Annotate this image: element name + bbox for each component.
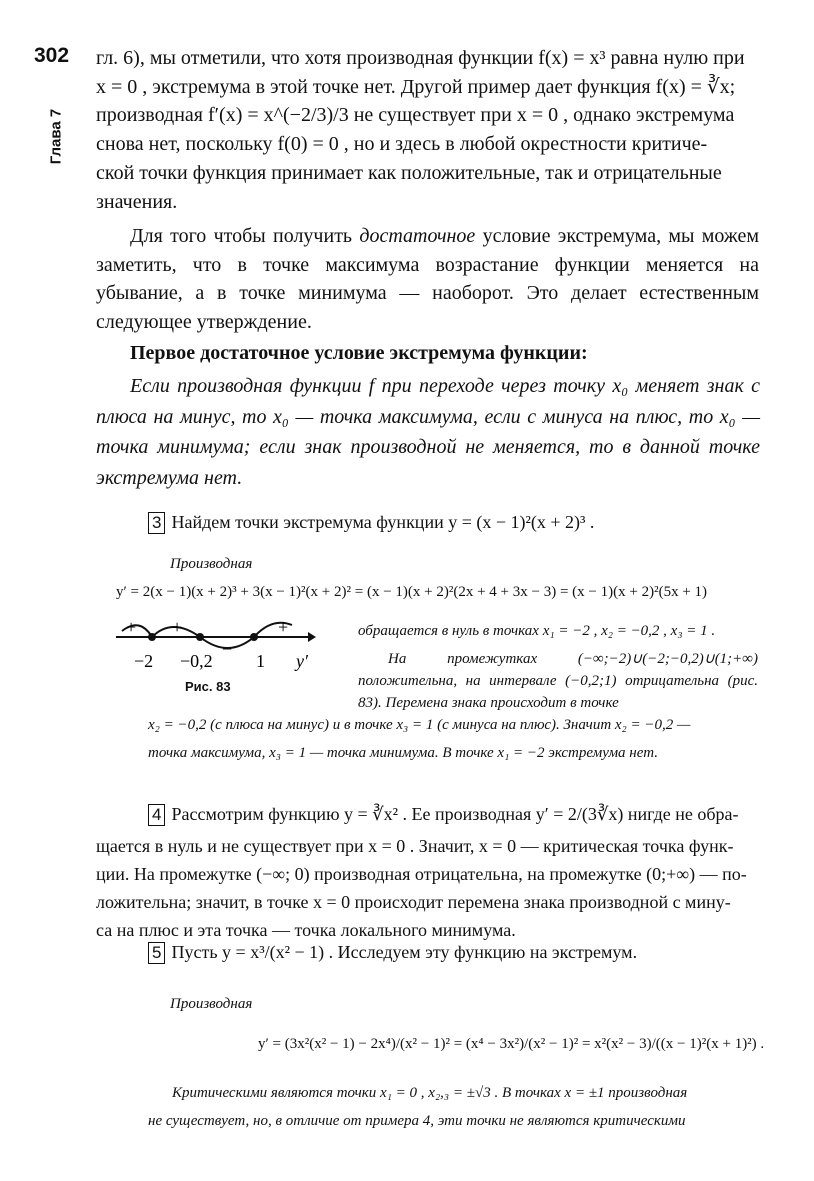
para2-emph: достаточное [359,225,476,247]
derivative-label: Производная [170,556,253,572]
example-5-note: не существует, но, в отличие от примера 4, эти точки не являются критическими [148,1113,686,1129]
example-4-line: Рассмотрим функцию y = ∛x² . Ее производная y′ = 2/(3∛x) нигде не обра- [171,804,739,824]
para2-after: условие экстремума, мы можем заметить, что в точке максимума возрастание функции меняется на убывание, а в точке минимума — наоборот. Это делает естественным следующее утверждение. [96,225,759,334]
intro-line: x = 0 , экстремума в этой точке нет. Другой пример дает функция f(x) = ∛x; [96,75,736,98]
intro-line: значения. [96,190,178,213]
tick-label: −2 [134,651,154,671]
sign-chart-figure [112,615,352,675]
example-3-text: Найдем точки экстремума функции y = (x − 1)²(x + 2)³ . [171,512,595,532]
intro-paragraph [96,44,759,216]
intro-line: гл. 6), мы отметили, что хотя производная функции f(x) = x³ равна нулю при [96,47,745,69]
derivative-formula: y′ = 2(x − 1)(x + 2)³ + 3(x − 1)²(x + 2)² = (x − 1)(x + 2)²(2x + 4 + 3x − 3) = (x − 1)(x + 2)²(5x + 1) [116,584,708,600]
theorem-title: Первое достаточное условие экстремума функции: [130,342,588,364]
example-5-critical: Критическими являются точки x₁ = 0 , x₂,₃ = ±√3 . В точках x = ±1 производная [172,1085,688,1101]
example-5-text-before: Пусть [171,942,218,962]
intro-line: ской точки функция принимает как положительные, так и отрицательные [96,161,722,184]
example-4 [148,800,760,828]
example-number: 3 [148,512,165,534]
example-5-header [148,942,637,964]
example-3-conclusion: x₂ = −0,2 (с плюса на минус) и в точке x₃ = 1 (с минуса на плюс). Значит x₂ = −0,2 — [148,717,691,733]
page-number: 302 [34,44,70,67]
axis-label: y′ [296,651,308,671]
sign-curve [122,623,292,648]
example-4-line: щается в нуль и не существует при x = 0 . Значит, x = 0 — критическая точка функ- [96,836,734,856]
chapter-label-text: Глава 7 [47,108,65,165]
example-4-body [96,832,760,944]
example-number: 5 [148,942,165,964]
example-3-conclusion-2: точка максимума, x₃ = 1 — точка минимума. В точке x₁ = −2 экстремума нет. [148,745,658,761]
sign-2: + [172,617,183,637]
sign-1: + [126,617,137,637]
para2-before: Для того чтобы получить [130,225,360,247]
example-number: 4 [148,804,165,826]
axis-arrow [308,632,316,642]
point-minus-2 [148,633,156,641]
tick-label: 1 [256,651,265,671]
example-3-zeros: обращается в нуль в точках x₁ = −2 , x₂ = −0,2 , x₃ = 1 . [358,623,716,639]
sign-4: + [278,617,289,637]
example-5-text-after: . Исследуем эту функцию на экстремум. [328,942,638,962]
derivative-formula-5: y′ = (3x²(x² − 1) − 2x⁴)/(x² − 1)² = (x⁴ − 3x²)/(x² − 1)² = x²(x² − 3)/((x − 1)²(x + 1)²) . [258,1036,765,1052]
paragraph-sufficient [96,222,759,337]
example-3-intervals: На промежутках (−∞;−2)∪(−2;−0,2)∪(1;+∞) положительна, на интервале (−0,2;1) отрицательна (рис. 83). Перемена знака происходит в точке [358,651,758,711]
example-4-line: ции. На промежутке (−∞; 0) производная отрицательна, на промежутке (0;+∞) — по- [96,864,747,884]
example-5-function: y = x³/(x² − 1) [222,942,325,962]
theorem-text: Если производная функции f при переходе через точку x₀ меняет знак с плюса на минус, то x₀ — точка максимума, если с минуса на плюс, то x₀ — точка минимума; если знак производной не меняется, то в данной точке экстремума нет. [96,375,760,490]
point-minus-0-2 [196,633,204,641]
tick-label: −0,2 [180,651,213,671]
intro-line: производная f′(x) = x^(−2/3)/3 не существует при x = 0 , однако экстремума [96,104,735,127]
chapter-label [47,104,76,174]
figure-caption: Рис. 83 [185,679,231,694]
example-3-header [148,512,594,534]
derivative-label: Производная [170,996,253,1012]
example-4-line: са на плюс и эта точка — точка локального минимума. [96,920,516,940]
intro-line: снова нет, поскольку f(0) = 0 , но и здесь в любой окрестности критиче- [96,133,708,156]
sign-3: − [222,639,233,659]
example-4-line: ложительна; значит, в точке x = 0 происходит перемена знака производной с мину- [96,892,731,912]
point-1 [250,633,258,641]
